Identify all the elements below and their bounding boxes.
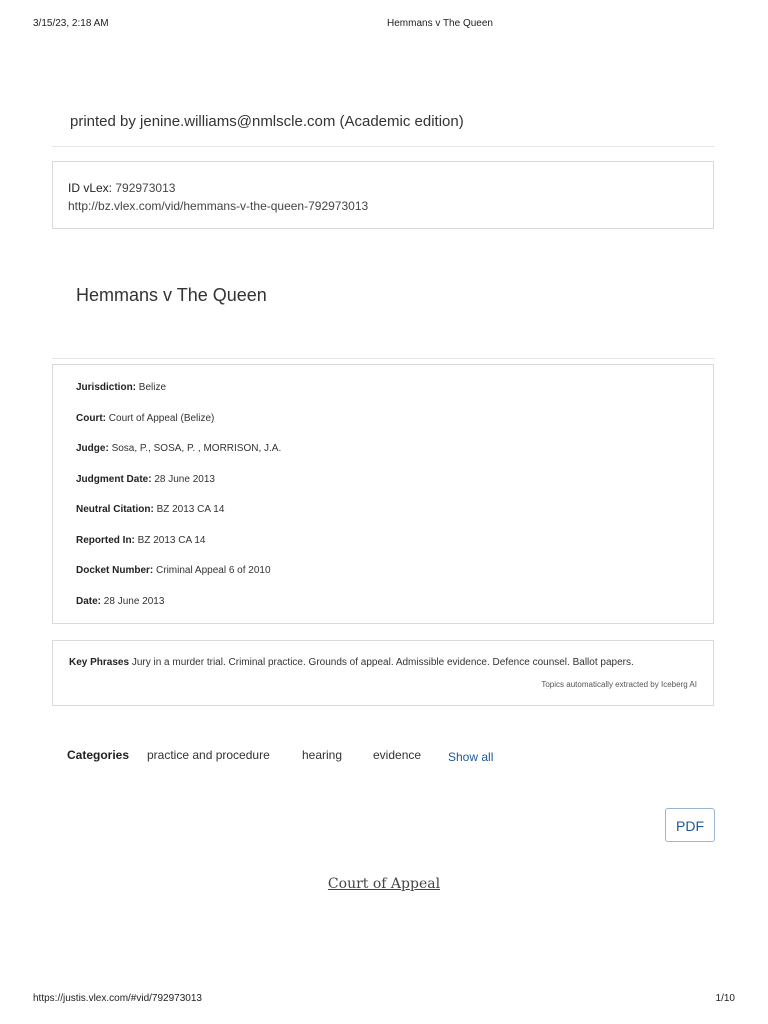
metadata-label: Docket Number:: [76, 565, 154, 576]
metadata-label: Jurisdiction:: [76, 382, 137, 393]
key-phrases-box: [52, 640, 714, 706]
key-phrases-label: Key Phrases: [69, 657, 130, 668]
metadata-row-date: [76, 595, 713, 626]
category-tag[interactable]: practice and procedure: [147, 748, 270, 762]
divider: [52, 146, 715, 147]
categories-label: Categories: [67, 748, 130, 762]
print-footer-page: 1/10: [715, 993, 735, 1004]
metadata-value: Court of Appeal (Belize): [108, 412, 215, 424]
metadata-row-judgment-date: [76, 473, 713, 504]
metadata-label: Date:: [76, 595, 102, 607]
metadata-value: BZ 2013 CA 14: [137, 534, 206, 546]
metadata-value: Sosa, P., SOSA, P. , MORRISON, J.A.: [111, 443, 282, 454]
pdf-button[interactable]: PDF: [665, 808, 715, 842]
metadata-value: 28 June 2013: [103, 595, 165, 607]
metadata-value: 28 June 2013: [154, 473, 215, 485]
show-all-link[interactable]: Show all: [448, 750, 494, 764]
print-footer-url: https://justis.vlex.com/#vid/792973013: [33, 993, 202, 1004]
metadata-box: [52, 364, 714, 624]
metadata-row-jurisdiction: [76, 381, 713, 412]
print-header-title: Hemmans v The Queen: [387, 18, 493, 29]
metadata-value: BZ 2013 CA 14: [156, 504, 225, 515]
metadata-label: Judgment Date:: [76, 473, 152, 485]
metadata-label: Neutral Citation:: [76, 504, 154, 515]
metadata-row-judge: [76, 442, 713, 473]
metadata-value: Criminal Appeal 6 of 2010: [156, 565, 271, 576]
vlex-id-line: [68, 179, 698, 197]
category-tag[interactable]: hearing: [302, 748, 343, 762]
key-phrases-text: Jury in a murder trial. Criminal practice. Grounds of appeal. Admissible evidence. Defence counsel. Ballot papers.: [131, 657, 634, 668]
metadata-label: Judge:: [76, 443, 109, 454]
page-title: Hemmans v The Queen: [76, 285, 267, 305]
vlex-url[interactable]: http://bz.vlex.com/vid/hemmans-v-the-queen-792973013: [68, 199, 369, 213]
print-datetime: 3/15/23, 2:18 AM: [33, 18, 109, 29]
divider: [52, 358, 715, 359]
id-box: [52, 161, 714, 229]
metadata-row-reported-in: [76, 534, 713, 565]
vlex-id-value: 792973013: [115, 181, 176, 195]
court-heading: [0, 876, 768, 892]
metadata-row-neutral-citation: [76, 503, 713, 534]
metadata-row-court: [76, 412, 713, 443]
metadata-label: Reported In:: [76, 534, 135, 546]
metadata-label: Court:: [76, 412, 106, 424]
metadata-value: Belize: [138, 382, 167, 393]
metadata-row-docket-number: [76, 564, 713, 595]
category-tag[interactable]: evidence: [373, 748, 422, 762]
key-phrases-note: Topics automatically extracted by Iceberg AI: [541, 680, 697, 689]
court-heading-text: Court of Appeal: [327, 876, 441, 892]
vlex-id-label: ID vLex:: [68, 181, 113, 195]
printed-by-line: printed by jenine.williams@nmlscle.com (Academic edition): [70, 113, 464, 130]
